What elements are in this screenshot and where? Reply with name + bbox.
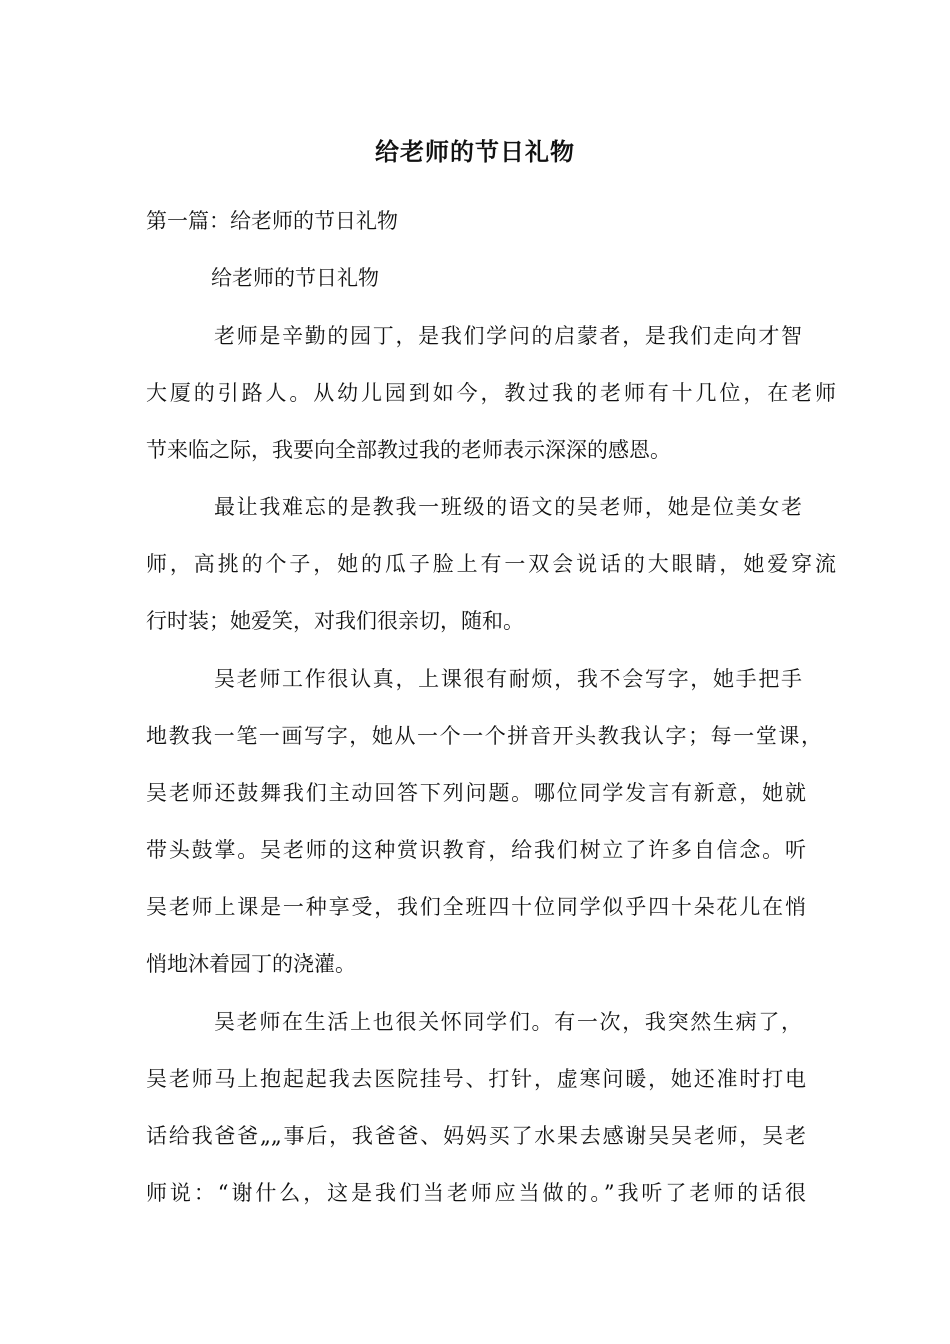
section-heading: 第一篇：给老师的节日礼物 — [146, 209, 398, 233]
paragraph-2-line-1: 最让我难忘的是教我一班级的语文的吴老师，她是位美女老 — [214, 495, 802, 519]
paragraph-3-line-3: 吴老师还鼓舞我们主动回答下列问题。哪位同学发言有新意，她就 — [146, 781, 806, 805]
paragraph-3-line-2: 地教我一笔一画写字，她从一个一个拼音开头教我认字；每一堂课， — [146, 724, 822, 748]
paragraph-3-line-1: 吴老师工作很认真，上课很有耐烦，我不会写字，她手把手 — [214, 667, 802, 691]
paragraph-3-line-5: 吴老师上课是一种享受，我们全班四十位同学似乎四十朵花儿在悄 — [146, 895, 806, 919]
paragraph-2-line-2: 师，高挑的个子，她的瓜子脸上有一双会说话的大眼睛，她爱穿流 — [146, 552, 836, 576]
paragraph-1-line-2: 大厦的引路人。从幼儿园到如今，教过我的老师有十几位，在老师 — [146, 381, 836, 405]
paragraph-1-line-3: 节来临之际，我要向全部教过我的老师表示深深的感恩。 — [146, 438, 671, 462]
paragraph-3-line-4: 带头鼓掌。吴老师的这种赏识教育，给我们树立了许多自信念。听 — [146, 838, 806, 862]
paragraph-4-line-3: 话给我爸爸„„事后，我爸爸、妈妈买了水果去感谢吴吴老师，吴老 — [146, 1124, 806, 1148]
paragraph-2-line-3: 行时装；她爱笑，对我们很亲切，随和。 — [146, 609, 524, 633]
paragraph-4-line-2: 吴老师马上抱起起我去医院挂号、打针，虚寒问暖，她还准时打电 — [146, 1067, 806, 1091]
article-subtitle: 给老师的节日礼物 — [211, 266, 379, 290]
paragraph-1-line-1: 老师是辛勤的园丁，是我们学问的启蒙者，是我们走向才智 — [214, 324, 802, 348]
paragraph-4-line-1: 吴老师在生活上也很关怀同学们。有一次，我突然生病了， — [214, 1010, 802, 1034]
paragraph-4-line-4: 师说：“谢什么，这是我们当老师应当做的。”我听了老师的话很 — [146, 1181, 806, 1205]
paragraph-3-line-6: 悄地沐着园丁的浇灌。 — [146, 952, 356, 976]
document-title: 给老师的节日礼物 — [375, 137, 575, 166]
